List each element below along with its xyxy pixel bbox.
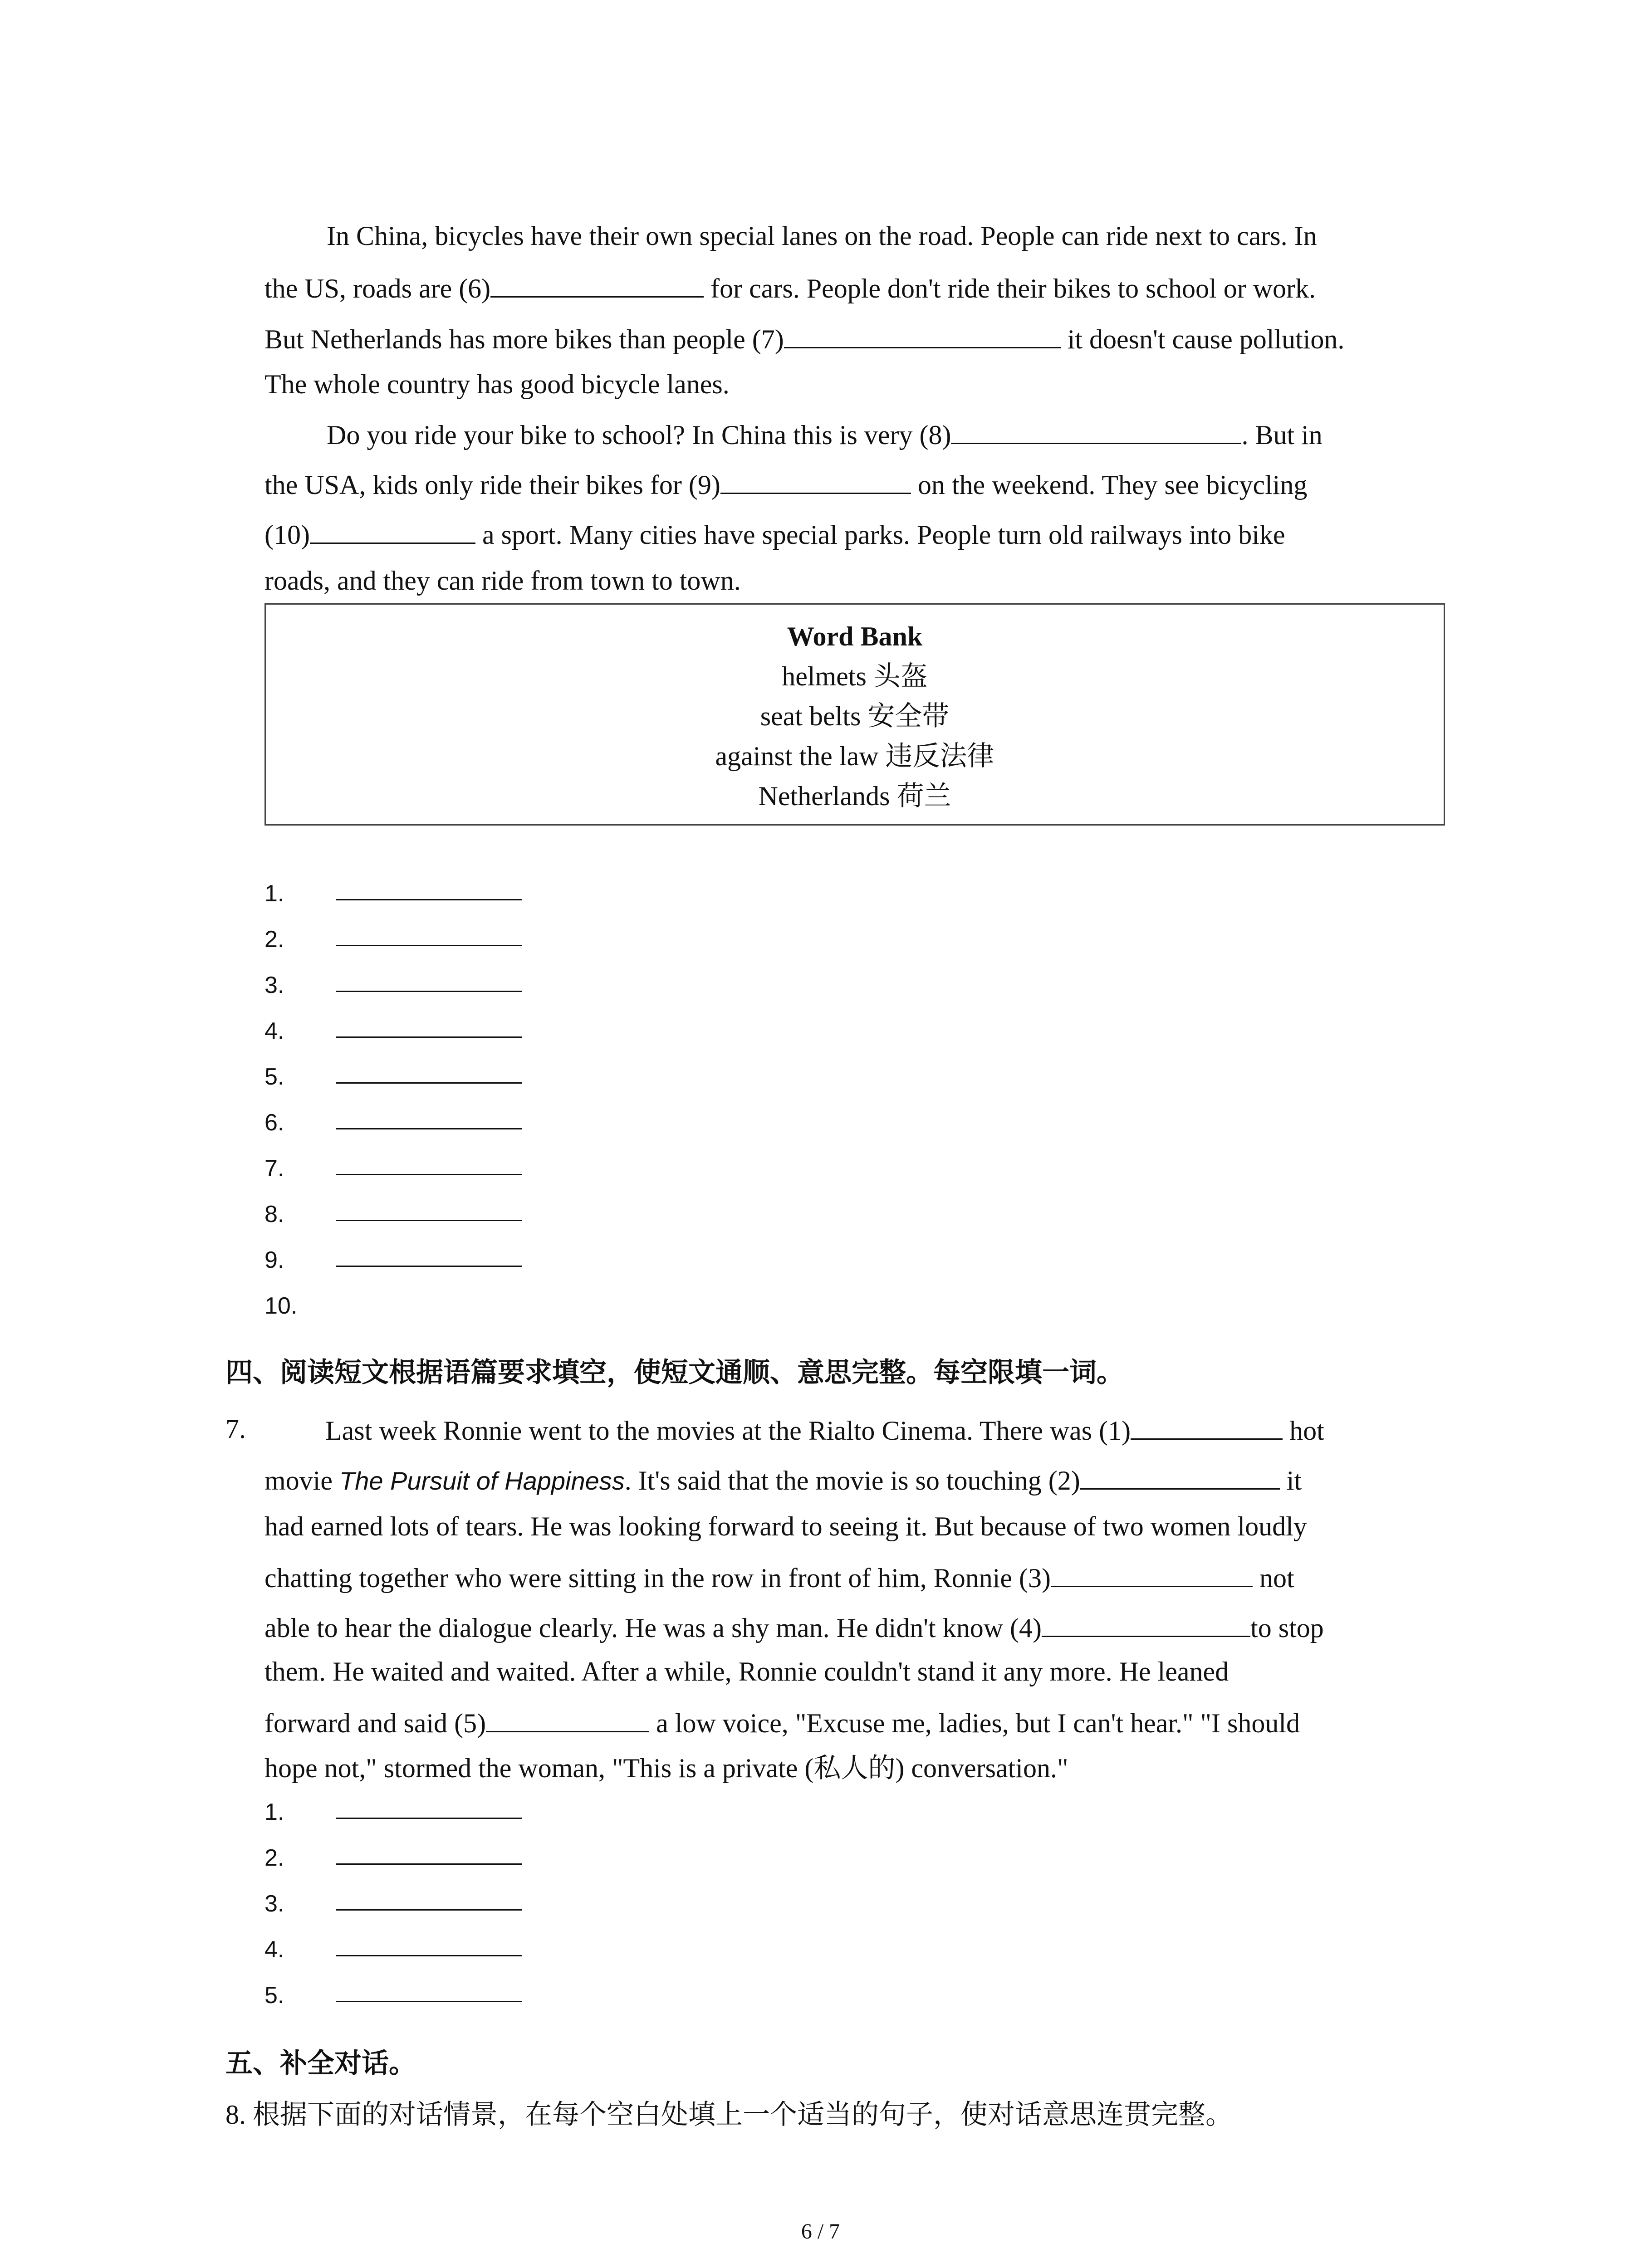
- passage-text: (10): [265, 520, 310, 550]
- passage-text: The whole country has good bicycle lanes.: [265, 369, 730, 399]
- answer-line[interactable]: [336, 1863, 522, 1865]
- passage-text: on the weekend. They see bicycling: [911, 470, 1308, 500]
- passage-a-line-4: [265, 368, 730, 400]
- passage-text: In China, bicycles have their own special lanes on the road. People can ride next to cars. In: [327, 221, 1317, 251]
- answer-number: 3.: [265, 972, 284, 998]
- answer-number: 1.: [265, 1799, 284, 1825]
- fill-blank-4: [1042, 1610, 1250, 1637]
- answer-number: 5.: [265, 1064, 284, 1090]
- answer-number: 3.: [265, 1891, 284, 1917]
- question-number: 7.: [225, 1414, 246, 1444]
- fill-blank-1: [1131, 1413, 1283, 1440]
- answer-line[interactable]: [336, 1909, 522, 1911]
- answer-number: 1.: [265, 880, 284, 907]
- answer-line[interactable]: [336, 1220, 522, 1221]
- word-bank-title: Word Bank: [787, 621, 923, 651]
- page-number: 6 / 7: [801, 2219, 840, 2244]
- passage-text: not: [1252, 1563, 1294, 1593]
- answer-number: 2.: [265, 926, 284, 953]
- answer-line[interactable]: [336, 991, 522, 992]
- answer-number: 5.: [265, 1982, 284, 2009]
- passage-text: Do you ride your bike to school? In China this is very (8): [327, 420, 951, 450]
- word-bank-item: seat belts 安全带: [760, 701, 950, 731]
- passage-b-line-5: [265, 1610, 1324, 1644]
- passage-text: chatting together who were sitting in the row in front of him, Ronnie (3): [265, 1563, 1051, 1593]
- passage-b-line-2: [265, 1463, 1302, 1497]
- answer-number: 6.: [265, 1110, 284, 1136]
- answer-line[interactable]: [336, 1818, 522, 1819]
- passage-text: . But in: [1241, 420, 1323, 450]
- section-4-heading: 四、阅读短文根据语篇要求填空，使短文通顺、意思完整。每空限填一词。: [225, 1358, 1124, 1388]
- passage-b-line-1: [325, 1413, 1324, 1447]
- passage-text: movie: [265, 1466, 339, 1496]
- passage-a-line-7: [265, 517, 1285, 551]
- passage-b-line-7: [265, 1706, 1300, 1739]
- fill-blank-6: [490, 271, 704, 298]
- answer-line[interactable]: [336, 1266, 522, 1267]
- answer-number: 4.: [265, 1018, 284, 1044]
- passage-text: roads, and they can ride from town to town.: [265, 566, 741, 596]
- word-bank-item: against the law 违反法律: [715, 741, 994, 771]
- fill-blank-10: [310, 517, 475, 544]
- passage-text: the US, roads are (6): [265, 274, 491, 303]
- section-5-instruction: 8. 根据下面的对话情景，在每个空白处填上一个适当的句子，使对话意思连贯完整。: [225, 2100, 1233, 2130]
- passage-text: . It's said that the movie is so touching (2): [624, 1466, 1080, 1496]
- passage-text: had earned lots of tears. He was looking forward to seeing it. But because of two women loudly: [265, 1511, 1307, 1541]
- passage-text: it: [1279, 1466, 1302, 1496]
- answer-line[interactable]: [336, 1082, 522, 1084]
- fill-blank-5: [486, 1706, 649, 1732]
- passage-a-line-1: [327, 220, 1317, 252]
- passage-text: Last week Ronnie went to the movies at the Rialto Cinema. There was (1): [325, 1416, 1131, 1446]
- answer-number: 10.: [265, 1293, 298, 1319]
- passage-text: them. He waited and waited. After a while, Ronnie couldn't stand it any more. He leaned: [265, 1657, 1229, 1686]
- fill-blank-9: [720, 467, 911, 494]
- passage-b-line-3: [265, 1510, 1307, 1542]
- passage-text: it doesn't cause pollution.: [1060, 324, 1345, 354]
- answer-number: 4.: [265, 1936, 284, 1963]
- passage-b-line-8: [265, 1752, 1068, 1784]
- answer-line[interactable]: [336, 1955, 522, 1956]
- word-bank-item: helmets 头盔: [782, 661, 928, 691]
- movie-title: The Pursuit of Happiness: [339, 1466, 625, 1495]
- answer-line[interactable]: [336, 1174, 522, 1175]
- passage-a-line-6: [265, 467, 1307, 501]
- question-7-line-1: [225, 1413, 246, 1445]
- passage-text: forward and said (5): [265, 1708, 486, 1738]
- passage-text: hope not," stormed the woman, "This is a private (私人的) conversation.": [265, 1753, 1068, 1783]
- answer-number: 2.: [265, 1845, 284, 1871]
- passage-text: But Netherlands has more bikes than people (7): [265, 324, 784, 354]
- passage-a-line-8: [265, 565, 741, 596]
- answer-number: 9.: [265, 1247, 284, 1273]
- answer-line[interactable]: [336, 899, 522, 900]
- passage-a-line-3: [265, 322, 1344, 355]
- passage-text: a sport. Many cities have special parks. People turn old railways into bike: [475, 520, 1285, 550]
- passage-text: a low voice, "Excuse me, ladies, but I can't hear." "I should: [649, 1708, 1300, 1738]
- answer-line[interactable]: [336, 945, 522, 946]
- fill-blank-7: [784, 322, 1061, 348]
- answer-line[interactable]: [336, 1036, 522, 1038]
- answer-line[interactable]: [336, 1128, 522, 1129]
- section-5-heading: 五、补全对话。: [225, 2048, 416, 2078]
- answer-number: 7.: [265, 1155, 284, 1182]
- passage-text: hot: [1283, 1416, 1324, 1446]
- passage-text: the USA, kids only ride their bikes for (9): [265, 470, 720, 500]
- answer-number: 8.: [265, 1201, 284, 1227]
- word-bank-item: Netherlands 荷兰: [758, 781, 951, 811]
- passage-text: for cars. People don't ride their bikes to school or work.: [704, 274, 1316, 303]
- passage-a-line-5: [327, 417, 1323, 451]
- fill-blank-8: [951, 417, 1241, 444]
- passage-text: to stop: [1250, 1613, 1324, 1643]
- word-bank-box: [265, 603, 1445, 826]
- answer-line[interactable]: [336, 2001, 522, 2002]
- passage-a-line-2: [265, 271, 1316, 304]
- fill-blank-3: [1051, 1560, 1253, 1587]
- passage-b-line-6: [265, 1656, 1229, 1687]
- passage-text: able to hear the dialogue clearly. He was a shy man. He didn't know (4): [265, 1613, 1042, 1643]
- fill-blank-2: [1080, 1463, 1280, 1490]
- passage-b-line-4: [265, 1560, 1294, 1594]
